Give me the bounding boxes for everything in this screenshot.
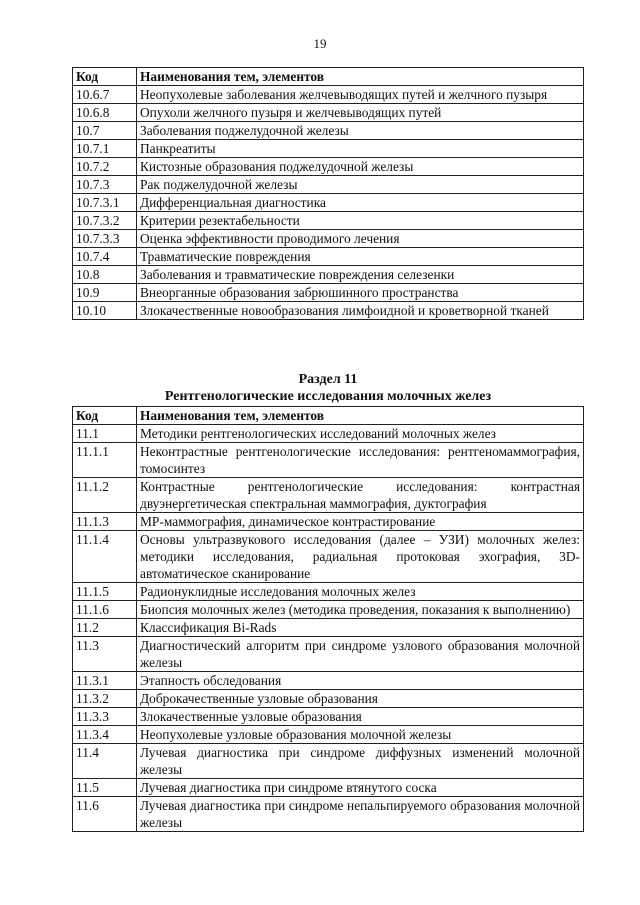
row-code: 10.7.4: [73, 248, 137, 266]
row-code: 11.3.4: [73, 726, 137, 744]
row-name: Лучевая диагностика при синдроме диффузных изменений молочной железы: [137, 744, 584, 779]
row-name: Доброкачественные узловые образования: [137, 690, 584, 708]
row-name: Биопсия молочных желез (методика проведения, показания к выполнению): [137, 601, 584, 619]
row-code: 11.3.1: [73, 672, 137, 690]
table-row: [73, 443, 584, 478]
row-code: 10.7.3.2: [73, 212, 137, 230]
topics-table-section-10: [72, 67, 584, 320]
row-name: Опухоли желчного пузыря и желчевыводящих путей: [137, 104, 584, 122]
table-row: [73, 637, 584, 672]
row-name: Панкреатиты: [137, 140, 584, 158]
row-name: Лучевая диагностика при синдроме втянутого соска: [137, 779, 584, 797]
page-number: 19: [313, 36, 327, 51]
row-name: Основы ультразвукового исследования (далее – УЗИ) молочных желез: методики исследования, радиальная протоковая эхография, 3D-автоматическое сканирование: [137, 531, 584, 583]
row-code: 11.3: [73, 637, 137, 672]
name-column-header: Наименования тем, элементов: [137, 68, 584, 86]
row-code: 11.3.2: [73, 690, 137, 708]
table-row: [73, 248, 584, 266]
table-row: [73, 779, 584, 797]
table-row: [73, 690, 584, 708]
row-code: 10.7.3.3: [73, 230, 137, 248]
row-code: 11.4: [73, 744, 137, 779]
table-row: [73, 158, 584, 176]
row-code: 10.10: [73, 302, 137, 320]
code-column-header: Код: [73, 68, 137, 86]
row-name: Рак поджелудочной железы: [137, 176, 584, 194]
row-name: Диагностический алгоритм при синдроме узлового образования молочной железы: [137, 637, 584, 672]
row-name: Заболевания и травматические повреждения селезенки: [137, 266, 584, 284]
table-row: [73, 176, 584, 194]
code-column-header: Код: [73, 407, 137, 425]
table-row: [73, 302, 584, 320]
table-row: [73, 797, 584, 832]
row-code: 11.1.2: [73, 478, 137, 513]
row-code: 11.6: [73, 797, 137, 832]
table-row: [73, 478, 584, 513]
table-row: [73, 266, 584, 284]
name-column-header: Наименования тем, элементов: [137, 407, 584, 425]
table-row: [73, 583, 584, 601]
row-name: Лучевая диагностика при синдроме непальпируемого образования молочной железы: [137, 797, 584, 832]
table-header-row: [73, 68, 584, 86]
row-name: Критерии резектабельности: [137, 212, 584, 230]
row-code: 10.7: [73, 122, 137, 140]
row-code: 11.5: [73, 779, 137, 797]
table-header-row: [73, 407, 584, 425]
row-name: Радионуклидные исследования молочных желез: [137, 583, 584, 601]
row-code: 10.7.2: [73, 158, 137, 176]
section-number: Раздел 11: [298, 372, 358, 387]
table-row: [73, 531, 584, 583]
row-name: Этапность обследования: [137, 672, 584, 690]
table-row: [73, 122, 584, 140]
table-row: [73, 708, 584, 726]
table-row: [73, 425, 584, 443]
table-row: [73, 601, 584, 619]
row-name: Дифференциальная диагностика: [137, 194, 584, 212]
table-row: [73, 86, 584, 104]
row-code: 10.6.8: [73, 104, 137, 122]
topics-table-section-11: [72, 406, 584, 832]
table-row: [73, 513, 584, 531]
row-code: 10.7.3.1: [73, 194, 137, 212]
row-code: 10.9: [73, 284, 137, 302]
row-code: 10.7.3: [73, 176, 137, 194]
row-name: Контрастные рентгенологические исследования: контрастная двуэнергетическая спектральная маммография, дуктография: [137, 478, 584, 513]
row-code: 10.7.1: [73, 140, 137, 158]
table-row: [73, 744, 584, 779]
row-name: Кистозные образования поджелудочной железы: [137, 158, 584, 176]
row-code: 10.6.7: [73, 86, 137, 104]
table-row: [73, 104, 584, 122]
row-code: 11.1.3: [73, 513, 137, 531]
table-row: [73, 230, 584, 248]
table-row: [73, 212, 584, 230]
row-name: Неопухолевые заболевания желчевыводящих путей и желчного пузыря: [137, 86, 584, 104]
row-code: 11.1.6: [73, 601, 137, 619]
table-row: [73, 284, 584, 302]
table-row: [73, 619, 584, 637]
table-row: [73, 672, 584, 690]
row-name: Внеорганные образования забрюшинного пространства: [137, 284, 584, 302]
row-code: 11.1.4: [73, 531, 137, 583]
row-name: Методики рентгенологических исследований молочных желез: [137, 425, 584, 443]
table-row: [73, 194, 584, 212]
row-code: 11.2: [73, 619, 137, 637]
row-name: Классификация Bi-Rads: [137, 619, 584, 637]
section-title: Рентгенологические исследования молочных желез: [164, 389, 492, 404]
row-code: 11.3.3: [73, 708, 137, 726]
table-row: [73, 726, 584, 744]
row-name: МР-маммография, динамическое контрастирование: [137, 513, 584, 531]
row-name: Заболевания поджелудочной железы: [137, 122, 584, 140]
row-name: Травматические повреждения: [137, 248, 584, 266]
row-code: 11.1: [73, 425, 137, 443]
row-name: Оценка эффективности проводимого лечения: [137, 230, 584, 248]
row-code: 10.8: [73, 266, 137, 284]
row-name: Злокачественные узловые образования: [137, 708, 584, 726]
table-row: [73, 140, 584, 158]
row-code: 11.1.5: [73, 583, 137, 601]
row-code: 11.1.1: [73, 443, 137, 478]
row-name: Злокачественные новообразования лимфоидной и кроветворной тканей: [137, 302, 584, 320]
row-name: Неконтрастные рентгенологические исследования: рентгеномаммография, томосинтез: [137, 443, 584, 478]
row-name: Неопухолевые узловые образования молочной железы: [137, 726, 584, 744]
